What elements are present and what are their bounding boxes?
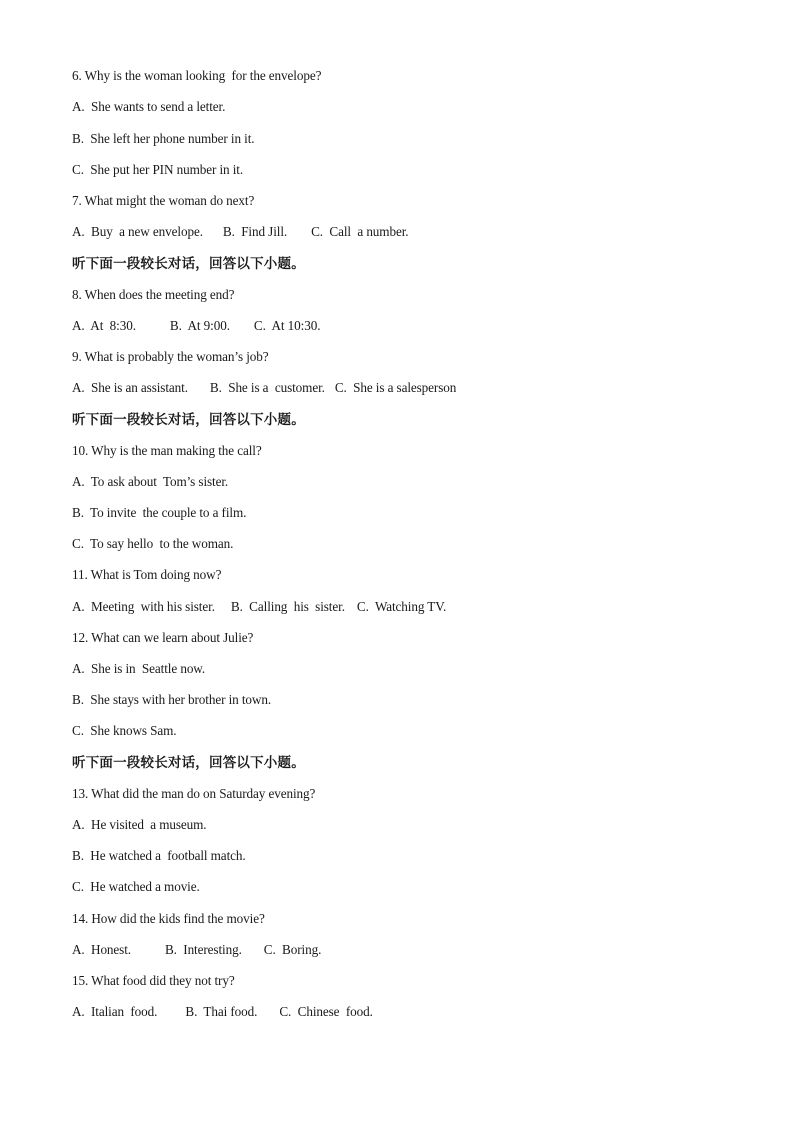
question-13: 13. What did the man do on Saturday evening? (72, 786, 316, 801)
option-14b: B. Interesting. (164, 942, 242, 957)
option-9b: B. She is a customer. (209, 380, 325, 395)
option-15b: B. Thai food. (185, 1004, 258, 1019)
option-12c: C. She knows Sam. (72, 723, 177, 738)
option-15a: A. Italian food. (72, 1004, 158, 1019)
option-11a: A. Meeting with his sister. (72, 599, 215, 614)
option-12b: B. She stays with her brother in town. (72, 692, 272, 707)
option-8b: B. At 9:00. (169, 318, 230, 333)
option-7a: A. Buy a new envelope. (72, 224, 203, 239)
option-9c: C. She is a salesperson (334, 380, 457, 395)
option-6a: A. She wants to send a letter. (72, 99, 226, 114)
question-15: 15. What food did they not try? (72, 973, 235, 988)
option-10b: B. To invite the couple to a film. (72, 505, 247, 520)
option-13b: B. He watched a football match. (72, 848, 246, 863)
question-10: 10. Why is the man making the call? (72, 443, 262, 458)
question-12: 12. What can we learn about Julie? (72, 630, 254, 645)
question-8: 8. When does the meeting end? (72, 287, 235, 302)
option-10c: C. To say hello to the woman. (72, 536, 234, 551)
option-6b: B. She left her phone number in it. (72, 131, 255, 146)
option-7c: C. Call a number. (311, 224, 409, 239)
options-row-7 (72, 224, 408, 240)
option-10a: A. To ask about Tom’s sister. (72, 474, 229, 489)
option-11b: B. Calling his sister. (230, 599, 345, 614)
option-14a: A. Honest. (72, 942, 131, 957)
option-13a: A. He visited a museum. (72, 817, 207, 832)
question-11: 11. What is Tom doing now? (72, 567, 222, 582)
option-8c: C. At 10:30. (253, 318, 321, 333)
options-row-11 (72, 599, 446, 615)
question-9: 9. What is probably the woman’s job? (72, 349, 269, 364)
option-6c: C. She put her PIN number in it. (72, 162, 244, 177)
option-12a: A. She is in Seattle now. (72, 661, 206, 676)
option-11c: C. Watching TV. (356, 599, 447, 614)
option-7b: B. Find Jill. (222, 224, 288, 239)
option-15c: C. Chinese food. (279, 1004, 373, 1019)
question-6: 6. Why is the woman looking for the envelope? (72, 68, 322, 83)
option-13c: C. He watched a movie. (72, 879, 200, 894)
options-row-9 (72, 380, 456, 396)
options-row-8 (72, 318, 320, 334)
section-heading-2: 听下面一段较长对话，回答以下小题。 (72, 412, 305, 428)
options-row-15 (72, 1004, 373, 1020)
section-heading-1: 听下面一段较长对话，回答以下小题。 (72, 256, 305, 272)
section-heading-3: 听下面一段较长对话，回答以下小题。 (72, 755, 305, 771)
option-8a: A. At 8:30. (72, 318, 136, 333)
question-14: 14. How did the kids find the movie? (72, 911, 265, 926)
question-7: 7. What might the woman do next? (72, 193, 255, 208)
option-14c: C. Boring. (263, 942, 322, 957)
options-row-14 (72, 942, 321, 958)
option-9a: A. She is an assistant. (72, 380, 188, 395)
